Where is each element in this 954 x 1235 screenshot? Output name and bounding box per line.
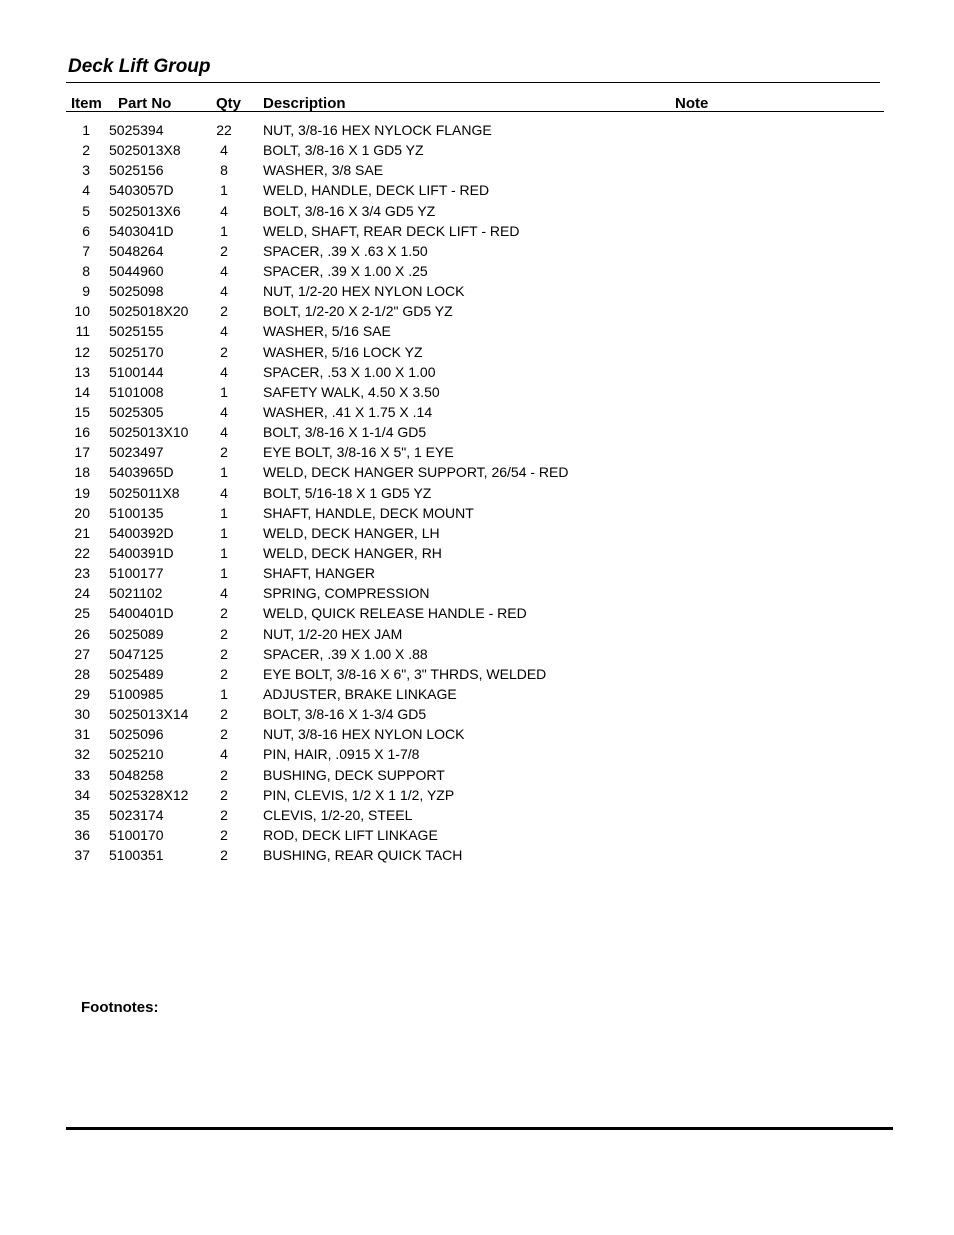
footer-divider bbox=[66, 1127, 893, 1130]
row-quantity: 2 bbox=[220, 766, 228, 783]
row-description: SHAFT, HANGER bbox=[263, 565, 376, 582]
row-item-number: 4 bbox=[82, 182, 90, 199]
table-row bbox=[0, 382, 954, 402]
row-part-number: 5100351 bbox=[109, 847, 164, 864]
header-description: Description bbox=[263, 95, 346, 112]
row-description: WASHER, 5/16 LOCK YZ bbox=[263, 343, 423, 360]
row-description: BOLT, 3/8-16 X 1-3/4 GD5 bbox=[263, 706, 427, 723]
row-description: EYE BOLT, 3/8-16 X 6", 3" THRDS, WELDED bbox=[263, 665, 547, 682]
table-row bbox=[0, 845, 954, 865]
row-description: SHAFT, HANDLE, DECK MOUNT bbox=[263, 504, 474, 521]
row-quantity: 4 bbox=[220, 746, 228, 763]
row-description: WELD, DECK HANGER, RH bbox=[263, 544, 442, 561]
row-quantity: 1 bbox=[220, 222, 228, 239]
row-quantity: 1 bbox=[220, 182, 228, 199]
row-part-number: 5023174 bbox=[109, 806, 164, 823]
row-item-number: 14 bbox=[74, 383, 90, 400]
row-item-number: 25 bbox=[74, 605, 90, 622]
row-item-number: 5 bbox=[82, 202, 90, 219]
row-item-number: 30 bbox=[74, 706, 90, 723]
row-part-number: 5100170 bbox=[109, 826, 164, 843]
row-description: PIN, HAIR, .0915 X 1-7/8 bbox=[263, 746, 420, 763]
row-part-number: 5025011X8 bbox=[109, 484, 180, 501]
header-part-no: Part No bbox=[118, 95, 172, 112]
table-row bbox=[0, 724, 954, 744]
table-row bbox=[0, 704, 954, 724]
row-item-number: 29 bbox=[74, 685, 90, 702]
row-item-number: 3 bbox=[82, 162, 90, 179]
row-description: BOLT, 1/2-20 X 2-1/2" GD5 YZ bbox=[263, 303, 453, 320]
row-part-number: 5025098 bbox=[109, 283, 164, 300]
row-part-number: 5025013X8 bbox=[109, 142, 181, 159]
row-item-number: 15 bbox=[74, 403, 90, 420]
row-part-number: 5025210 bbox=[109, 746, 164, 763]
row-quantity: 4 bbox=[220, 585, 228, 602]
table-row bbox=[0, 241, 954, 261]
row-description: BOLT, 3/8-16 X 3/4 GD5 YZ bbox=[263, 202, 436, 219]
table-row bbox=[0, 543, 954, 563]
header-note: Note bbox=[675, 95, 709, 112]
row-description: SAFETY WALK, 4.50 X 3.50 bbox=[263, 383, 440, 400]
footnotes-label: Footnotes: bbox=[81, 999, 159, 1016]
table-row bbox=[0, 624, 954, 644]
row-description: PIN, CLEVIS, 1/2 X 1 1/2, YZP bbox=[263, 786, 455, 803]
header-divider bbox=[66, 111, 884, 112]
row-quantity: 2 bbox=[220, 806, 228, 823]
table-row bbox=[0, 120, 954, 140]
table-row bbox=[0, 744, 954, 764]
row-part-number: 5100135 bbox=[109, 504, 164, 521]
row-part-number: 5100985 bbox=[109, 685, 164, 702]
row-description: SPACER, .39 X 1.00 X .25 bbox=[263, 262, 428, 279]
table-row bbox=[0, 644, 954, 664]
row-quantity: 2 bbox=[220, 706, 228, 723]
row-part-number: 5400391D bbox=[109, 544, 174, 561]
row-quantity: 1 bbox=[220, 464, 228, 481]
row-description: WELD, HANDLE, DECK LIFT - RED bbox=[263, 182, 490, 199]
row-item-number: 9 bbox=[82, 283, 90, 300]
row-part-number: 5025155 bbox=[109, 323, 164, 340]
row-quantity: 4 bbox=[220, 323, 228, 340]
row-quantity: 4 bbox=[220, 484, 228, 501]
row-item-number: 31 bbox=[74, 726, 90, 743]
row-item-number: 21 bbox=[74, 524, 90, 541]
row-item-number: 32 bbox=[74, 746, 90, 763]
row-item-number: 16 bbox=[74, 424, 90, 441]
row-item-number: 11 bbox=[75, 323, 90, 340]
parts-table-body bbox=[0, 120, 954, 865]
table-row bbox=[0, 362, 954, 382]
row-part-number: 5403041D bbox=[109, 222, 174, 239]
table-row bbox=[0, 765, 954, 785]
row-description: BUSHING, REAR QUICK TACH bbox=[263, 847, 463, 864]
row-part-number: 5025170 bbox=[109, 343, 164, 360]
row-item-number: 28 bbox=[74, 665, 90, 682]
row-item-number: 18 bbox=[74, 464, 90, 481]
row-quantity: 2 bbox=[220, 645, 228, 662]
row-quantity: 4 bbox=[220, 283, 228, 300]
row-part-number: 5400392D bbox=[109, 524, 174, 541]
table-row bbox=[0, 221, 954, 241]
row-description: WELD, SHAFT, REAR DECK LIFT - RED bbox=[263, 222, 520, 239]
table-row bbox=[0, 301, 954, 321]
row-part-number: 5021102 bbox=[109, 585, 163, 602]
row-item-number: 12 bbox=[74, 343, 90, 360]
row-description: WELD, QUICK RELEASE HANDLE - RED bbox=[263, 605, 527, 622]
row-part-number: 5047125 bbox=[109, 645, 164, 662]
row-item-number: 35 bbox=[74, 806, 90, 823]
row-description: WASHER, .41 X 1.75 X .14 bbox=[263, 403, 433, 420]
row-quantity: 22 bbox=[216, 122, 232, 138]
row-quantity: 4 bbox=[220, 363, 228, 380]
row-quantity: 8 bbox=[220, 162, 228, 179]
row-part-number: 5023497 bbox=[109, 444, 164, 461]
row-part-number: 5025096 bbox=[109, 726, 164, 743]
table-row bbox=[0, 442, 954, 462]
table-row bbox=[0, 523, 954, 543]
header-qty: Qty bbox=[216, 95, 242, 112]
row-part-number: 5101008 bbox=[109, 383, 164, 400]
row-item-number: 8 bbox=[82, 262, 90, 279]
row-item-number: 19 bbox=[74, 484, 90, 501]
row-description: WASHER, 3/8 SAE bbox=[263, 162, 384, 179]
table-row bbox=[0, 483, 954, 503]
row-description: WELD, DECK HANGER, LH bbox=[263, 524, 440, 541]
row-description: NUT, 3/8-16 HEX NYLOCK FLANGE bbox=[263, 122, 492, 138]
row-description: BUSHING, DECK SUPPORT bbox=[263, 766, 445, 783]
row-description: SPACER, .53 X 1.00 X 1.00 bbox=[263, 363, 436, 380]
table-row bbox=[0, 503, 954, 523]
row-part-number: 5025013X14 bbox=[109, 706, 189, 723]
row-item-number: 36 bbox=[74, 826, 90, 843]
table-row bbox=[0, 462, 954, 482]
row-part-number: 5044960 bbox=[109, 262, 164, 279]
row-quantity: 2 bbox=[220, 786, 228, 803]
title-divider bbox=[66, 82, 880, 83]
row-description: NUT, 1/2-20 HEX NYLON LOCK bbox=[263, 283, 465, 300]
row-quantity: 1 bbox=[220, 524, 228, 541]
row-quantity: 2 bbox=[220, 625, 228, 642]
row-quantity: 4 bbox=[220, 262, 228, 279]
row-quantity: 2 bbox=[220, 605, 228, 622]
row-description: ADJUSTER, BRAKE LINKAGE bbox=[263, 685, 457, 702]
table-row bbox=[0, 261, 954, 281]
row-item-number: 22 bbox=[74, 544, 90, 561]
table-row bbox=[0, 785, 954, 805]
row-item-number: 6 bbox=[82, 222, 90, 239]
row-quantity: 2 bbox=[220, 444, 228, 461]
table-row bbox=[0, 603, 954, 623]
table-row bbox=[0, 402, 954, 422]
row-quantity: 1 bbox=[220, 383, 228, 400]
row-item-number: 20 bbox=[74, 504, 90, 521]
row-description: NUT, 3/8-16 HEX NYLON LOCK bbox=[263, 726, 465, 743]
row-description: CLEVIS, 1/2-20, STEEL bbox=[263, 806, 413, 823]
table-row bbox=[0, 180, 954, 200]
row-part-number: 5100144 bbox=[109, 363, 164, 380]
row-description: WASHER, 5/16 SAE bbox=[263, 323, 391, 340]
table-row bbox=[0, 563, 954, 583]
table-row bbox=[0, 583, 954, 603]
row-quantity: 2 bbox=[220, 847, 228, 864]
row-quantity: 4 bbox=[220, 424, 228, 441]
row-item-number: 24 bbox=[74, 585, 90, 602]
row-quantity: 2 bbox=[220, 343, 228, 360]
row-part-number: 5025013X6 bbox=[109, 202, 181, 219]
header-item: Item bbox=[71, 95, 102, 112]
row-description: BOLT, 3/8-16 X 1-1/4 GD5 bbox=[263, 424, 427, 441]
row-part-number: 5403965D bbox=[109, 464, 174, 481]
row-quantity: 4 bbox=[220, 142, 228, 159]
row-quantity: 1 bbox=[220, 685, 228, 702]
row-description: BOLT, 3/8-16 X 1 GD5 YZ bbox=[263, 142, 424, 159]
row-description: SPACER, .39 X 1.00 X .88 bbox=[263, 645, 428, 662]
row-part-number: 5025018X20 bbox=[109, 303, 189, 320]
row-description: SPRING, COMPRESSION bbox=[263, 585, 430, 602]
row-item-number: 23 bbox=[74, 565, 90, 582]
table-row bbox=[0, 342, 954, 362]
row-quantity: 1 bbox=[220, 565, 228, 582]
row-item-number: 27 bbox=[74, 645, 90, 662]
row-part-number: 5025089 bbox=[109, 625, 164, 642]
row-quantity: 1 bbox=[220, 544, 228, 561]
row-item-number: 26 bbox=[74, 625, 90, 642]
table-row bbox=[0, 140, 954, 160]
row-quantity: 2 bbox=[220, 826, 228, 843]
table-row bbox=[0, 805, 954, 825]
row-part-number: 5025305 bbox=[109, 403, 164, 420]
row-quantity: 2 bbox=[220, 303, 228, 320]
row-description: EYE BOLT, 3/8-16 X 5", 1 EYE bbox=[263, 444, 454, 461]
table-row bbox=[0, 201, 954, 221]
row-quantity: 2 bbox=[220, 726, 228, 743]
table-row bbox=[0, 321, 954, 341]
row-part-number: 5403057D bbox=[109, 182, 174, 199]
row-part-number: 5025328X12 bbox=[109, 786, 189, 803]
row-item-number: 2 bbox=[82, 142, 90, 159]
row-part-number: 5048258 bbox=[109, 766, 164, 783]
row-item-number: 37 bbox=[74, 847, 90, 864]
row-item-number: 7 bbox=[82, 242, 90, 259]
table-row bbox=[0, 684, 954, 704]
row-description: BOLT, 5/16-18 X 1 GD5 YZ bbox=[263, 484, 432, 501]
row-quantity: 2 bbox=[220, 665, 228, 682]
row-item-number: 1 bbox=[82, 122, 90, 138]
row-part-number: 5025394 bbox=[109, 122, 164, 138]
row-item-number: 34 bbox=[74, 786, 90, 803]
table-row bbox=[0, 422, 954, 442]
row-quantity: 4 bbox=[220, 202, 228, 219]
row-part-number: 5400401D bbox=[109, 605, 174, 622]
row-part-number: 5025013X10 bbox=[109, 424, 189, 441]
row-quantity: 2 bbox=[220, 242, 228, 259]
row-part-number: 5025156 bbox=[109, 162, 164, 179]
row-quantity: 4 bbox=[220, 403, 228, 420]
row-part-number: 5025489 bbox=[109, 665, 164, 682]
table-row bbox=[0, 825, 954, 845]
row-item-number: 33 bbox=[74, 766, 90, 783]
row-item-number: 13 bbox=[74, 363, 90, 380]
row-quantity: 1 bbox=[220, 504, 228, 521]
page-title: Deck Lift Group bbox=[68, 56, 211, 77]
row-item-number: 17 bbox=[74, 444, 90, 461]
row-description: WELD, DECK HANGER SUPPORT, 26/54 - RED bbox=[263, 464, 569, 481]
table-row bbox=[0, 281, 954, 301]
row-part-number: 5100177 bbox=[109, 565, 164, 582]
row-description: ROD, DECK LIFT LINKAGE bbox=[263, 826, 438, 843]
row-description: NUT, 1/2-20 HEX JAM bbox=[263, 625, 403, 642]
row-item-number: 10 bbox=[74, 303, 90, 320]
row-description: SPACER, .39 X .63 X 1.50 bbox=[263, 242, 428, 259]
row-part-number: 5048264 bbox=[109, 242, 164, 259]
table-row bbox=[0, 160, 954, 180]
table-row bbox=[0, 664, 954, 684]
